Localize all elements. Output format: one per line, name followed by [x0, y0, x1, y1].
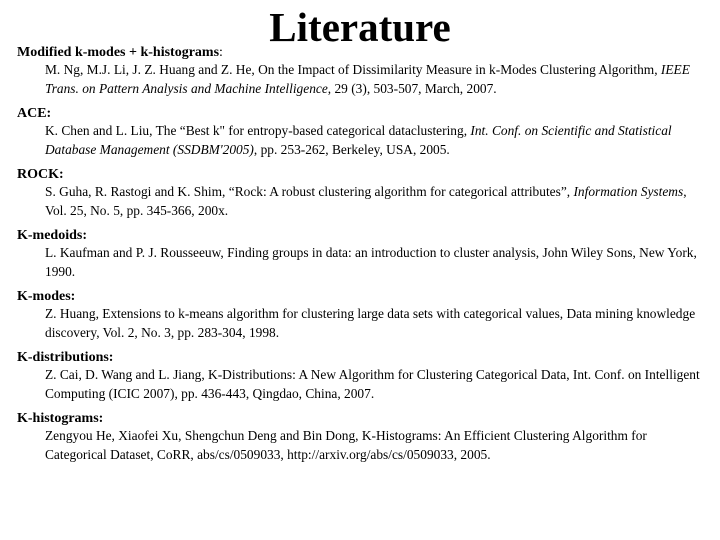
reference-entry — [17, 44, 707, 98]
citation-text: S. Guha, R. Rastogi and K. Shim, “Rock: A robust clustering algorithm for categorical attributes”, — [45, 184, 574, 199]
entry-heading: ROCK: — [17, 167, 64, 182]
entry-heading: K-histograms: — [17, 411, 104, 426]
citation-venue: Int. Conf. on Scientific and Statistical Database Management (SSDBM'2005) — [45, 123, 672, 157]
citation-text: K. Chen and L. Liu, The “Best k" for entropy-based categorical dataclustering, — [45, 123, 471, 138]
citation-venue: Information Systems — [573, 184, 684, 199]
entry-citation — [17, 61, 707, 98]
entry-heading: K-distributions: — [17, 350, 114, 365]
entry-citation — [17, 183, 707, 220]
reference-entry — [17, 166, 707, 220]
reference-entry — [17, 349, 707, 403]
entry-citation: Z. Huang, Extensions to k-means algorithm for clustering large data sets with categorical values, Data mining knowledge discovery, Vol. 2, No. 3, pp. 283-304, 1998. — [45, 306, 696, 340]
entry-heading — [17, 44, 707, 61]
reference-list — [17, 44, 707, 471]
citation-text: M. Ng, M.J. Li, J. Z. Huang and Z. He, On the Impact of Dissimilarity Measure in k-Modes Clustering Algorithm, — [45, 62, 661, 77]
entry-heading: K-modes: — [17, 289, 76, 304]
citation-tail: , Vol. 25, No. 5, pp. 345-366, 200x. — [45, 184, 687, 218]
entry-heading: K-medoids: — [17, 228, 87, 243]
reference-entry — [17, 227, 707, 281]
entry-heading-colon: : — [219, 45, 223, 60]
slide-title: Literature — [269, 4, 451, 50]
entry-heading: ACE: — [17, 106, 52, 121]
entry-citation: L. Kaufman and P. J. Rousseeuw, Finding groups in data: an introduction to cluster analysis, John Wiley Sons, New York, 1990. — [45, 245, 697, 279]
entry-citation — [17, 122, 707, 159]
citation-tail: , pp. 253-262, Berkeley, USA, 2005. — [253, 141, 450, 157]
entry-heading-text: Modified k-modes + k-histograms — [17, 45, 220, 60]
reference-entry — [17, 105, 707, 159]
citation-venue: IEEE Trans. on Pattern Analysis and Machine Intelligence — [45, 62, 690, 96]
reference-entry — [17, 410, 707, 464]
citation-tail: , 29 (3), 503-507, March, 2007. — [327, 80, 497, 96]
entry-citation: Z. Cai, D. Wang and L. Jiang, K-Distributions: A New Algorithm for Clustering Categorical Data, Int. Conf. on Intelligent Computing (ICIC 2007), pp. 436-443, Qingdao, China, 2007. — [45, 367, 700, 401]
entry-citation: Zengyou He, Xiaofei Xu, Shengchun Deng and Bin Dong, K-Histograms: An Efficient Clustering Algorithm for Categorical Dataset, CoRR, abs/cs/0509033, http://arxiv.org/abs/cs/0509033, 2005. — [45, 428, 647, 462]
reference-entry — [17, 288, 707, 342]
